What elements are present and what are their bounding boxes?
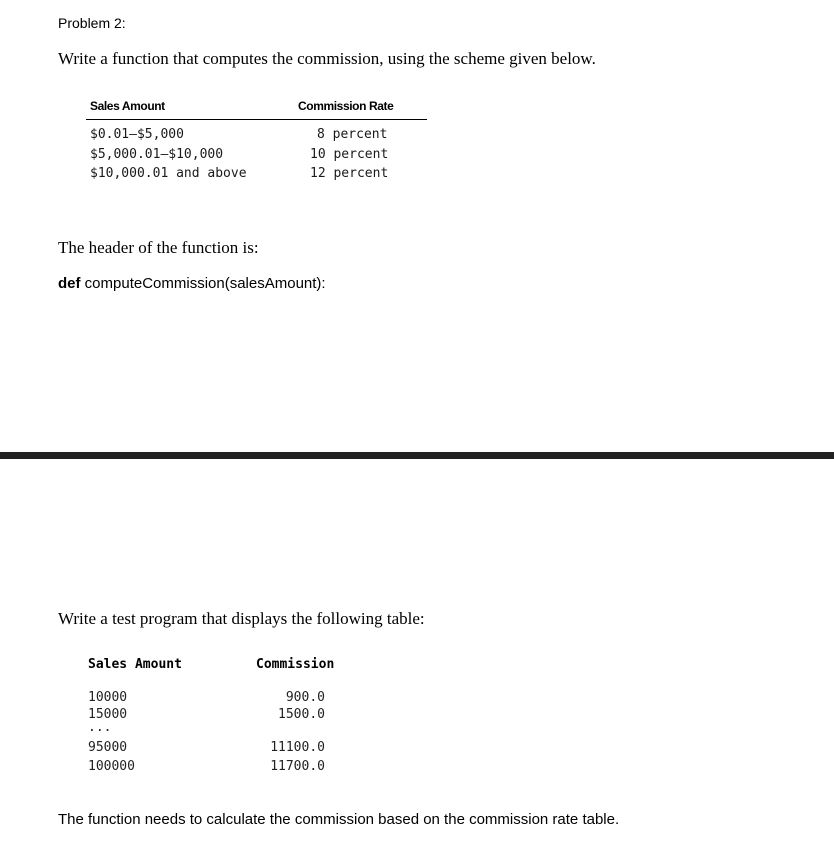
- output-row-ellipsis: ...: [88, 720, 112, 735]
- output-row-amount: 10000: [88, 690, 128, 705]
- problem-title: Problem 2:: [58, 15, 126, 31]
- output-row-commission: 11100.0: [270, 740, 325, 755]
- test-program-intro: Write a test program that displays the following table:: [58, 609, 425, 628]
- rate-row-amount: $5,000.01–$10,000: [90, 147, 224, 162]
- intro-paragraph: Write a function that computes the commission, using the scheme given below.: [58, 49, 596, 68]
- footer-note: The function needs to calculate the commission based on the commission rate table.: [58, 811, 620, 828]
- section-divider: [0, 452, 834, 459]
- rate-row-value: 12 percent: [310, 166, 389, 181]
- signature-rest: computeCommission(salesAmount):: [80, 275, 326, 292]
- def-keyword: def: [58, 275, 81, 292]
- output-header-commission: Commission: [256, 657, 335, 672]
- rate-row-amount: $10,000.01 and above: [90, 166, 247, 181]
- output-row-commission: 1500.0: [278, 707, 325, 722]
- rate-row-value: 10 percent: [310, 147, 389, 162]
- rate-row-amount: $0.01–$5,000: [90, 127, 184, 142]
- output-row-amount: 15000: [88, 707, 128, 722]
- output-header-sales: Sales Amount: [88, 657, 182, 672]
- output-row-commission: 11700.0: [270, 759, 325, 774]
- rate-row-value: 8 percent: [317, 127, 388, 142]
- rate-table-header-rate: Commission Rate: [298, 99, 394, 113]
- function-signature: [58, 275, 326, 292]
- output-row-amount: 95000: [88, 740, 128, 755]
- output-row-amount: 100000: [88, 759, 135, 774]
- output-row-commission: 900.0: [285, 690, 325, 705]
- rate-table-rule: [86, 119, 427, 120]
- function-header-intro: The header of the function is:: [58, 238, 259, 257]
- rate-table-header-sales: Sales Amount: [90, 99, 165, 113]
